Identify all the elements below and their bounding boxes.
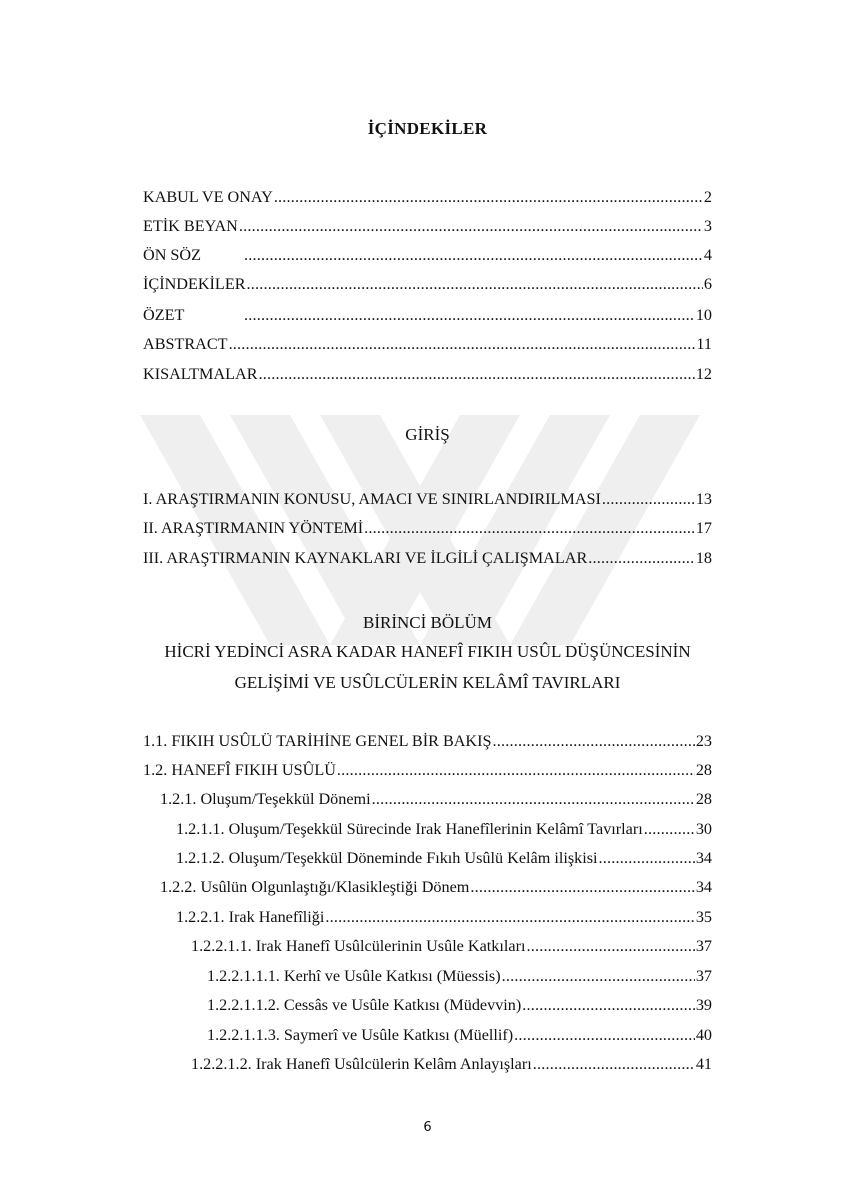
toc-entry-label: ABSTRACT	[143, 335, 228, 353]
toc-entry[interactable]	[143, 549, 712, 573]
dot-leader	[493, 732, 695, 751]
toc-entry-label: 1.1. FIKIH USÛLÜ TARİHİNE GENEL BİR BAKIŞ	[143, 732, 492, 750]
toc-entry[interactable]	[176, 820, 712, 844]
toc-entry[interactable]	[143, 306, 712, 330]
toc-entry-label: ÖZET	[143, 306, 185, 324]
dot-leader	[533, 1055, 695, 1074]
toc-entry-page: 37	[695, 937, 712, 955]
dot-leader	[470, 878, 694, 897]
toc-entry-label: 1.2.1. Oluşum/Teşekkül Dönemi	[160, 790, 371, 808]
toc-entry-page: 28	[695, 761, 712, 779]
toc-entry-label: 1.2.1.2. Oluşum/Teşekkül Döneminde Fıkıh Usûlü Kelâm ilişkisi	[176, 849, 598, 867]
chapter-title-line-2: GELİŞİMİ VE USÛLCÜLERİN KELÂMÎ TAVIRLARI	[234, 673, 621, 692]
toc-entry-page: 6	[703, 275, 712, 293]
toc-entry-page: 18	[695, 549, 712, 567]
dot-leader	[244, 306, 695, 325]
toc-entry-page: 11	[696, 335, 712, 353]
toc-entry[interactable]	[176, 849, 712, 873]
toc-entry-page: 13	[695, 490, 712, 508]
dot-leader	[244, 246, 703, 265]
toc-entry[interactable]	[143, 761, 712, 785]
toc-entry-page: 30	[695, 820, 712, 838]
toc-entry-page: 2	[703, 188, 712, 206]
toc-entry-page: 17	[695, 519, 712, 537]
dot-leader	[514, 1026, 695, 1045]
toc-entry[interactable]	[207, 967, 712, 991]
dot-leader	[502, 967, 695, 986]
toc-entry-page: 3	[703, 217, 712, 235]
toc-entry-label: 1.2.2.1.1.3. Saymerî ve Usûle Katkısı (Müellif)	[207, 1026, 514, 1044]
toc-entry-label: 1.2. HANEFÎ FIKIH USÛLÜ	[143, 761, 336, 779]
dot-leader	[522, 996, 695, 1015]
toc-entry-page: 12	[695, 365, 712, 383]
dot-leader	[229, 335, 696, 354]
toc-entry[interactable]	[207, 996, 712, 1020]
toc-entry-page: 4	[703, 246, 712, 264]
toc-entry-label: 1.2.2.1.1.2. Cessâs ve Usûle Katkısı (Müdevvin)	[207, 996, 522, 1014]
toc-entry-label: 1.2.1.1. Oluşum/Teşekkül Sürecinde Irak Hanefîlerinin Kelâmî Tavırları	[176, 820, 643, 838]
dot-leader	[602, 490, 695, 509]
toc-entry[interactable]	[176, 908, 712, 932]
toc-entry-page: 10	[695, 306, 712, 324]
toc-entry-page: 40	[695, 1026, 712, 1044]
toc-entry-label: 1.2.2. Usûlün Olgunlaştığı/Klasikleştiği Dönem	[160, 878, 470, 896]
page-title: İÇİNDEKİLER	[367, 119, 488, 138]
toc-entry-label: 1.2.2.1. Irak Hanefîliği	[176, 908, 325, 926]
toc-entry[interactable]	[160, 878, 712, 902]
toc-entry-label: 1.2.2.1.2. Irak Hanefî Usûlcülerin Kelâm Anlayışları	[191, 1055, 532, 1073]
toc-entry[interactable]	[143, 246, 712, 270]
toc-entry-label: 1.2.2.1.1.1. Kerhî ve Usûle Katkısı (Müessis)	[207, 967, 501, 985]
toc-entry[interactable]	[207, 1026, 712, 1050]
chapter-label: BİRİNCİ BÖLÜM	[363, 613, 492, 632]
toc-entry-page: 28	[695, 790, 712, 808]
page-number: 6	[423, 1120, 432, 1135]
dot-leader	[588, 549, 695, 568]
toc-entry-page: 41	[695, 1055, 712, 1073]
section-heading-giris: GİRİŞ	[405, 425, 450, 444]
dot-leader	[364, 519, 695, 538]
toc-entry-page: 35	[695, 908, 712, 926]
toc-entry[interactable]	[191, 1055, 712, 1079]
dot-leader	[274, 188, 703, 207]
toc-entry[interactable]	[143, 217, 712, 241]
toc-entry[interactable]	[143, 365, 712, 389]
dot-leader	[644, 820, 695, 839]
toc-entry-page: 37	[695, 967, 712, 985]
toc-entry-label: ETİK BEYAN	[143, 217, 238, 235]
toc-entry-label: KISALTMALAR	[143, 365, 258, 383]
toc-entry[interactable]	[143, 188, 712, 212]
chapter-title-line-1: HİCRİ YEDİNCİ ASRA KADAR HANEFÎ FIKIH USÛL DÜŞÜNCESİNİN	[164, 642, 691, 661]
dot-leader	[247, 275, 703, 294]
toc-entry-label: İÇİNDEKİLER	[143, 275, 246, 293]
toc-entry-label: 1.2.2.1.1. Irak Hanefî Usûlcülerinin Usûle Katkıları	[191, 937, 526, 955]
toc-entry[interactable]	[191, 937, 712, 961]
toc-entry-page: 39	[695, 996, 712, 1014]
dot-leader	[372, 790, 695, 809]
toc-entry-page: 23	[695, 732, 712, 750]
dot-leader	[259, 365, 695, 384]
toc-entry-page: 34	[695, 878, 712, 896]
toc-entry[interactable]	[160, 790, 712, 814]
toc-entry[interactable]	[143, 519, 712, 543]
toc-entry-label: III. ARAŞTIRMANIN KAYNAKLARI VE İLGİLİ ÇALIŞMALAR	[143, 549, 588, 567]
toc-entry-page: 34	[695, 849, 712, 867]
dot-leader	[526, 937, 694, 956]
toc-entry-label: KABUL VE ONAY	[143, 188, 273, 206]
toc-entry-label: I. ARAŞTIRMANIN KONUSU, AMACI VE SINIRLANDIRILMASI	[143, 490, 601, 508]
toc-entry[interactable]	[143, 490, 712, 514]
dot-leader	[599, 849, 695, 868]
toc-entry-label: ÖN SÖZ	[143, 246, 202, 264]
dot-leader	[337, 761, 695, 780]
dot-leader	[325, 908, 694, 927]
dot-leader	[239, 217, 703, 236]
toc-entry-label: II. ARAŞTIRMANIN YÖNTEMİ	[143, 519, 364, 537]
toc-entry[interactable]	[143, 275, 712, 299]
toc-entry[interactable]	[143, 732, 712, 756]
toc-entry[interactable]	[143, 335, 712, 359]
